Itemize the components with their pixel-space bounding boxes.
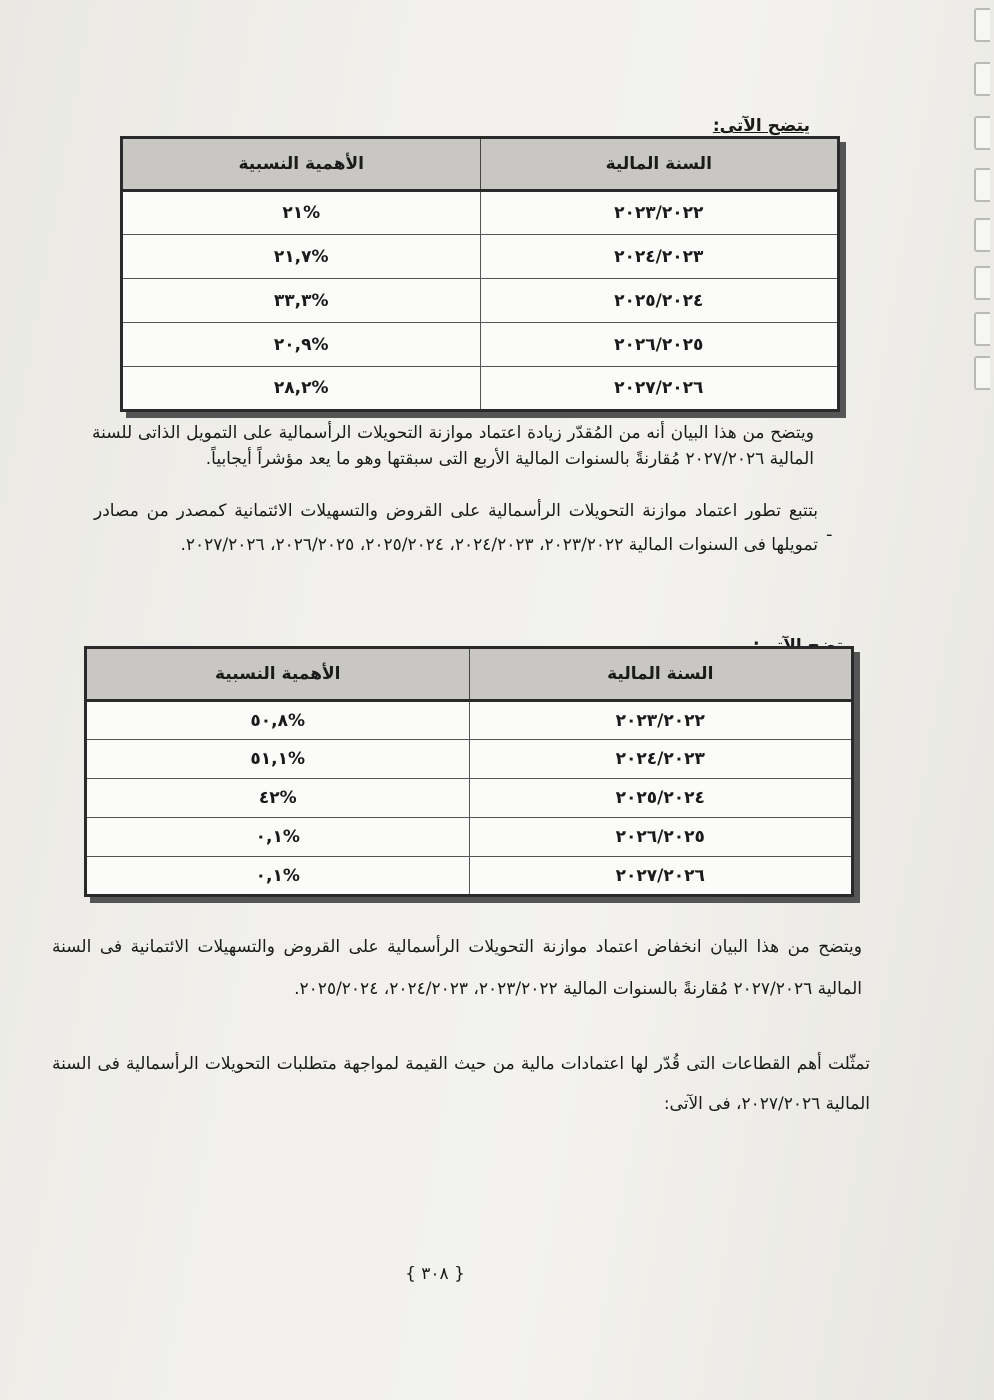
- table1-header-share: الأهمية النسبية: [122, 138, 481, 191]
- table1-cell-year: ٢٠٢٧/٢٠٢٦: [480, 367, 839, 411]
- table2-cell-share: %٤٢: [86, 779, 470, 818]
- table-row: [86, 740, 853, 779]
- table1-cell-year: ٢٠٢٣/٢٠٢٢: [480, 191, 839, 235]
- table1-header-year: السنة المالية: [480, 138, 839, 191]
- paragraph-loans-decrease: ويتضح من هذا البيان انخفاض اعتماد موازنة التحويلات الرأسمالية على القروض والتسهيلات الائتمانية فى السنة المالية ٢٠٢٧/٢٠٢٦ مُقارنةً بالسنوات المالية ٢٠٢٣/٢٠٢٢، ٢٠٢٤/٢٠٢٣، ٢٠٢٥/٢٠٢٤.: [52, 937, 862, 999]
- table2-cell-share: %٥١,١: [86, 740, 470, 779]
- table2-header-share: الأهمية النسبية: [86, 648, 470, 701]
- table1-intro: يتضح الآتى:: [712, 116, 810, 136]
- binding-ring: [974, 8, 990, 42]
- table2-cell-year: ٢٠٢٥/٢٠٢٤: [469, 779, 853, 818]
- table-row: [122, 235, 839, 279]
- binding-ring: [974, 168, 990, 202]
- table1-cell-year: ٢٠٢٥/٢٠٢٤: [480, 279, 839, 323]
- table2-header-year: السنة المالية: [469, 648, 853, 701]
- table-row: [86, 701, 853, 740]
- table-row: [122, 367, 839, 411]
- binding-ring: [974, 266, 990, 300]
- table2: [84, 646, 854, 897]
- table2-cell-share: %٠,١: [86, 818, 470, 857]
- bullet-dash: -: [826, 524, 833, 545]
- table-row: [86, 779, 853, 818]
- table-row: [122, 323, 839, 367]
- table1-cell-year: ٢٠٢٤/٢٠٢٣: [480, 235, 839, 279]
- table1-cell-share: %٢١: [122, 191, 481, 235]
- table2-cell-year: ٢٠٢٣/٢٠٢٢: [469, 701, 853, 740]
- binding-ring: [974, 116, 990, 150]
- table-row: [86, 818, 853, 857]
- table1-cell-share: %٣٣,٣: [122, 279, 481, 323]
- table2-cell-year: ٢٠٢٧/٢٠٢٦: [469, 857, 853, 896]
- table2-cell-share: %٠,١: [86, 857, 470, 896]
- page-number: { ٣٠٨ }: [405, 1264, 465, 1284]
- bullet-paragraph-loans: بتتبع تطور اعتماد موازنة التحويلات الرأسمالية على القروض والتسهيلات الائتمانية كمصدر من مصادر تمويلها فى السنوات المالية ٢٠٢٣/٢٠٢٢، ٢٠٢٤/٢٠٢٣، ٢٠٢٥/٢٠٢٤، ٢٠٢٦/٢٠٢٥، ٢٠٢٧/٢٠٢٦.: [94, 501, 818, 555]
- table1-cell-share: %٢٨,٢: [122, 367, 481, 411]
- paragraph-sectors: تمثّلت أهم القطاعات التى قُدّر لها اعتمادات مالية من حيث القيمة لمواجهة متطلبات التحويلات الرأسمالية فى السنة المالية ٢٠٢٧/٢٠٢٦، فى الآتى:: [52, 1054, 870, 1114]
- table-row: [122, 279, 839, 323]
- paragraph-self-financing: ويتضح من هذا البيان أنه من المُقدّر زيادة اعتماد موازنة التحويلات الرأسمالية على التمويل الذاتى للسنة المالية ٢٠٢٧/٢٠٢٦ مُقارنةً بالسنوات المالية الأربع التى سبقتها وهو ما يعد مؤشراً أيجابياً.: [92, 423, 814, 469]
- table1-cell-share: %٢١,٧: [122, 235, 481, 279]
- binding-ring: [974, 312, 990, 346]
- table2-cell-share: %٥٠,٨: [86, 701, 470, 740]
- table2-cell-year: ٢٠٢٦/٢٠٢٥: [469, 818, 853, 857]
- binding-ring: [974, 62, 990, 96]
- binding-ring: [974, 356, 990, 390]
- table-row: [122, 191, 839, 235]
- table1-cell-year: ٢٠٢٦/٢٠٢٥: [480, 323, 839, 367]
- table-row: [86, 857, 853, 896]
- table1-cell-share: %٢٠,٩: [122, 323, 481, 367]
- table2-cell-year: ٢٠٢٤/٢٠٢٣: [469, 740, 853, 779]
- table1: [120, 136, 840, 412]
- binding-ring: [974, 218, 990, 252]
